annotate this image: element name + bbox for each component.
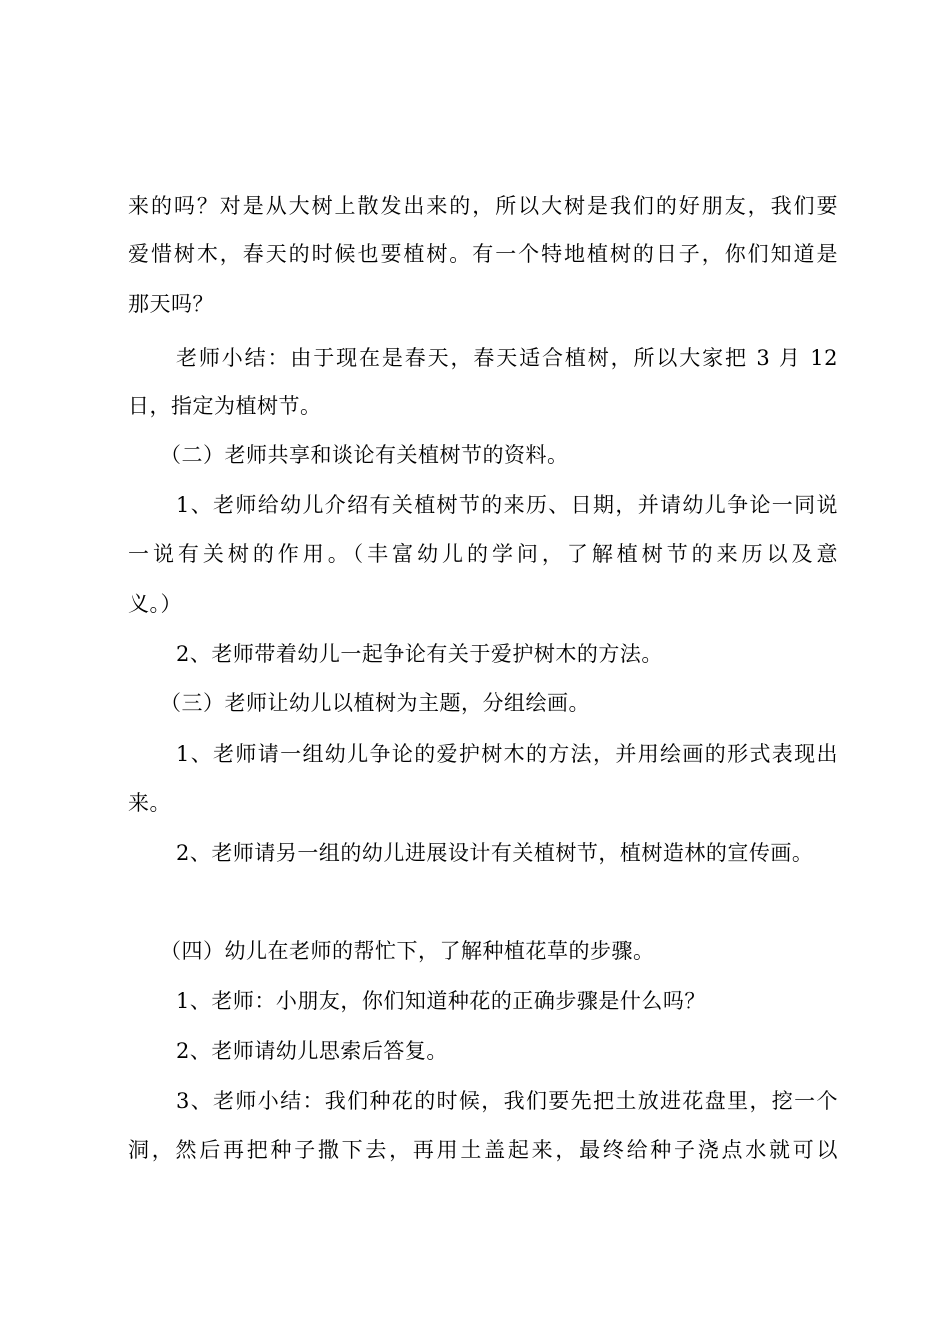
- text-line: 3、老师小结：我们种花的时候，我们要先把土放进花盘里，挖一个: [176, 1089, 838, 1113]
- section-heading: （四）幼儿在老师的帮忙下，了解种植花草的步骤。: [160, 939, 655, 963]
- text-line: 爱惜树木，春天的时候也要植树。有一个特地植树的日子，你们知道是: [128, 242, 838, 266]
- text-line: 义。）: [128, 592, 182, 616]
- text-line: 那天吗？: [128, 292, 214, 316]
- text-line: 一说有关树的作用。（丰富幼儿的学问，了解植树节的来历以及意: [128, 542, 838, 566]
- text-line: 2、老师带着幼儿一起争论有关于爱护树木的方法。: [176, 642, 663, 666]
- text-line: 2、老师请另一组的幼儿进展设计有关植树节，植树造林的宣传画。: [176, 841, 814, 865]
- text-line: 1、老师给幼儿介绍有关植树节的来历、日期，并请幼儿争论一同说: [176, 493, 838, 517]
- text-line: 1、老师：小朋友，你们知道种花的正确步骤是什么吗？: [176, 989, 706, 1013]
- text-line: 来。: [128, 791, 171, 815]
- text-line: 来的吗？对是从大树上散发出来的，所以大树是我们的好朋友，我们要: [128, 194, 838, 218]
- text-line: 老师小结：由于现在是春天，春天适合植树，所以大家把 3 月 12: [176, 346, 838, 370]
- text-line: 日，指定为植树节。: [128, 394, 322, 418]
- text-line: 2、老师请幼儿思索后答复。: [176, 1039, 448, 1063]
- text-line: 洞，然后再把种子撒下去，再用土盖起来，最终给种子浇点水就可以: [128, 1138, 838, 1162]
- section-heading: （二）老师共享和谈论有关植树节的资料。: [160, 443, 569, 467]
- section-heading: （三）老师让幼儿以植树为主题，分组绘画。: [160, 691, 590, 715]
- text-line: 1、老师请一组幼儿争论的爱护树木的方法，并用绘画的形式表现出: [176, 742, 838, 766]
